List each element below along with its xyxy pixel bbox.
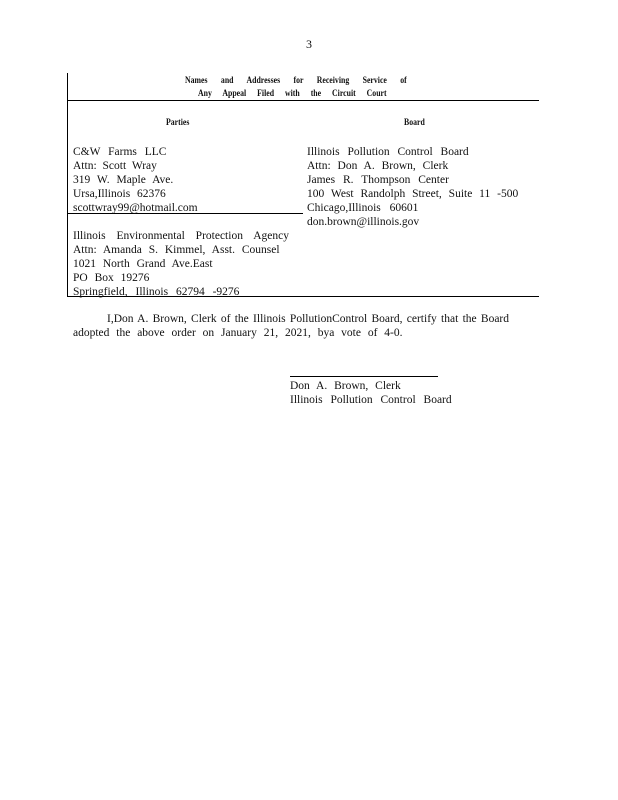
page-number: 3 (306, 37, 312, 51)
signature-line (290, 376, 438, 377)
signature-organization: Illinois Pollution Control Board (290, 394, 452, 406)
parties-column-heading: Parties (166, 118, 190, 128)
agency-address-block (73, 229, 289, 299)
certification-paragraph (73, 312, 509, 340)
party-name: C&W Farms LLC (73, 146, 167, 158)
service-header-line-2: Any Appeal Filed with the Circuit Court (198, 89, 387, 99)
board-city: Chicago,Illinois 60601 (307, 202, 419, 214)
service-header-line-1: Names and Addresses for Receiving Service of (185, 76, 407, 86)
agency-attention: Attn: Amanda S. Kimmel, Asst. Counsel (73, 244, 280, 256)
signature-name: Don A. Brown, Clerk (290, 380, 401, 392)
board-email: don.brown@illinois.gov (307, 216, 420, 228)
party-street: 319 W. Maple Ave. (73, 174, 174, 186)
party-email: scottwray99@hotmail.com (73, 202, 198, 214)
certification-line-2: adopted the above order on January 21, 2021, bya vote of 4-0. (73, 327, 403, 339)
agency-city: Springfield, Illinois 62794 -9276 (73, 286, 240, 298)
table-left-border (67, 73, 68, 297)
certification-line-1: I,Don A. Brown, Clerk of the Illinois PollutionControl Board, certify that the Board (107, 313, 509, 325)
party-attention: Attn: Scott Wray (73, 160, 157, 172)
agency-street: 1021 North Grand Ave.East (73, 258, 213, 270)
board-attention: Attn: Don A. Brown, Clerk (307, 160, 449, 172)
board-column-heading: Board (404, 118, 425, 128)
agency-po-box: PO Box 19276 (73, 272, 150, 284)
agency-name: Illinois Environmental Protection Agency (73, 230, 289, 242)
party-city: Ursa,Illinois 62376 (73, 188, 166, 200)
board-name: Illinois Pollution Control Board (307, 146, 469, 158)
board-address-block (307, 145, 518, 229)
board-building: James R. Thompson Center (307, 174, 449, 186)
party-address-block (73, 145, 198, 215)
board-street: 100 West Randolph Street, Suite 11 -500 (307, 188, 519, 200)
table-header-divider (67, 100, 539, 101)
signature-block (290, 379, 452, 407)
